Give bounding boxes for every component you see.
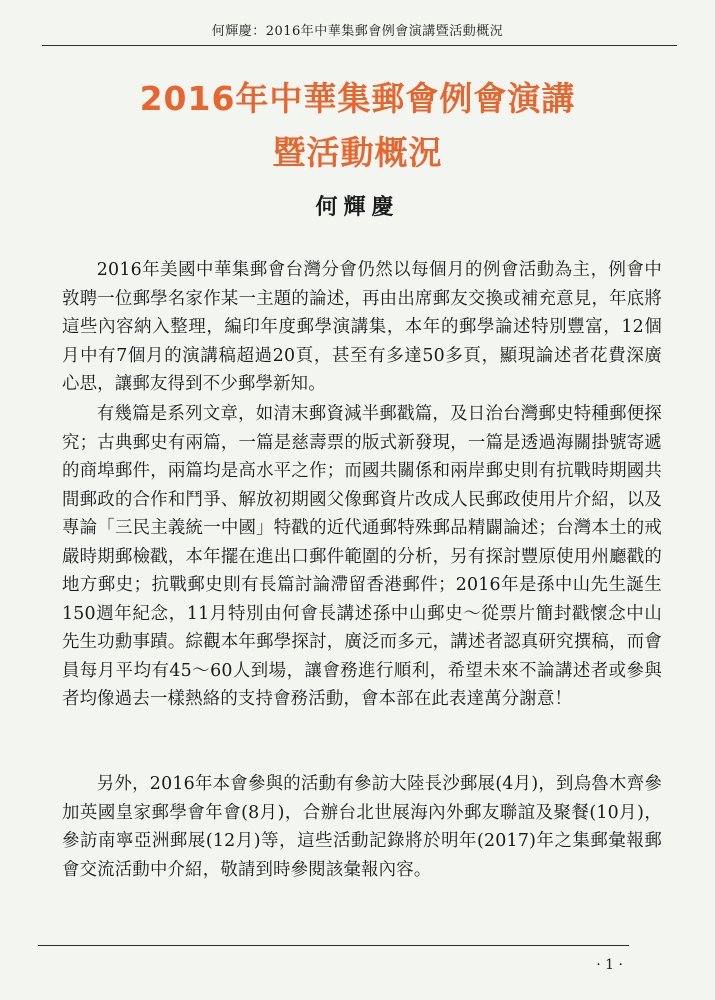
running-header: 何輝慶：2016年中華集郵會例會演講暨活動概況 — [211, 24, 504, 39]
paragraph-text: 有幾篇是系列文章，如清末郵資減半郵戳篇，及日治台灣郵史特種郵便探究；古典郵史有兩篇，一篇是慈壽票的版式新發現，一篇是透過海關掛號寄遞的商埠郵件，兩篇均是高水平之作；而國共關係和兩岸郵史則有抗戰時期國共間郵政的合作和鬥爭、解放初期國父像郵資片改成人民郵政使用片介紹，以及專論「三民主義統一中國」特戳的近代通郵特殊郵品精闢論述；台灣本土的戒嚴時期郵檢戳，本年擺在進出口郵件範圍的分析，另有探討豐原使用州廳戳的地方郵史；抗戰郵史則有長篇討論滯留香港郵件；2016年是孫中山先生誕生150週年紀念，11月特別由何會長講述孫中山郵史～從票片簡封戳懷念中山先生功勳事蹟。綜觀本年郵學探討，廣泛而多元，講述者認真研究撰稿，而會員每月平均有45～60人到場，讓會務進行順利，希望未來不論講述者或參與者均像過去一樣熱絡的支持會務活動，會本部在此表達萬分謝意！ — [62, 404, 662, 709]
paragraph-2 — [62, 400, 662, 714]
article-title-line-2: 暨活動概況 — [272, 133, 443, 172]
article-author: 何輝慶 — [315, 194, 400, 220]
paragraph-1 — [62, 256, 662, 399]
paragraph-text: 2016年美國中華集郵會台灣分會仍然以每個月的例會活動為主，例會中敦聘一位郵學名家作某一主題的論述，再由出席郵友交換或補充意見，年底將這些內容納入整理，編印年度郵學演講集，本年的郵學論述特別豐富，12個月中有7個月的演講稿超過20頁，甚至有多達50多頁，顯現論述者花費深廣心思，讓郵友得到不少郵學新知。 — [62, 260, 662, 394]
article-title — [0, 72, 715, 180]
article-title-line-1: 2016年中華集郵會例會演講 — [139, 79, 576, 118]
paragraph-3 — [62, 770, 662, 884]
paragraph-text: 另外，2016年本會參與的活動有參訪大陸長沙郵展(4月)，到烏魯木齊參加英國皇家郵學會年會(8月)，合辦台北世展海內外郵友聯誼及聚餐(10月)，參訪南寧亞洲郵展(12月)等，這些活動記錄將於明年(2017)年之集郵彙報郵會交流活動中介紹，敬請到時參閱該彙報內容。 — [62, 774, 662, 880]
page-number: · 1 · — [596, 957, 623, 973]
header-divider — [42, 45, 677, 46]
footer-divider — [38, 945, 629, 946]
